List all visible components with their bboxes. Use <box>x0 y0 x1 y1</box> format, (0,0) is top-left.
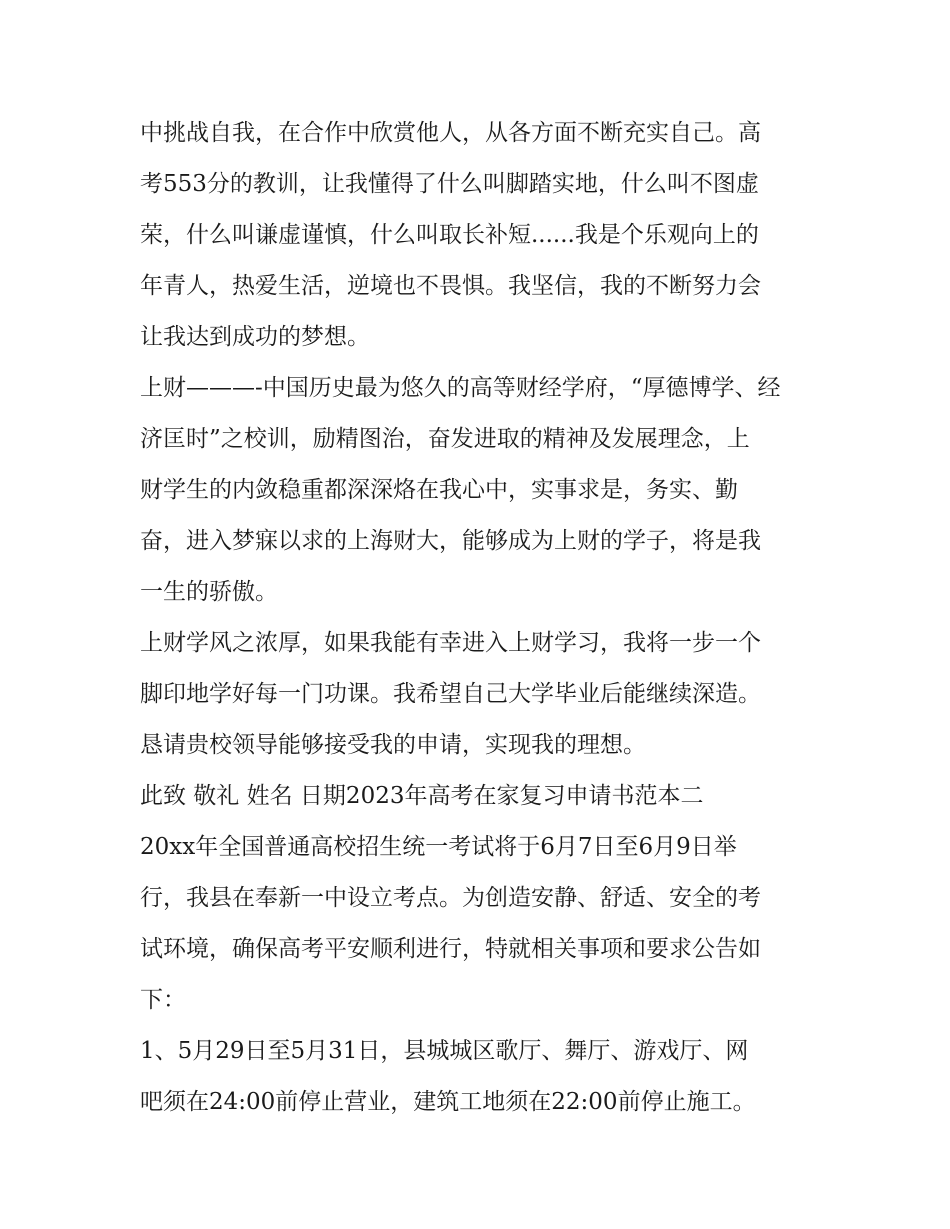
text-line: 此致 敬礼 姓名 日期2023年高考在家复习申请书范本二 <box>140 783 704 809</box>
body-text <box>140 108 820 1128</box>
text-line: 一生的骄傲。 <box>140 579 278 605</box>
text-line: 上财学风之浓厚，如果我能有幸进入上财学习，我将一步一个 <box>140 630 761 656</box>
text-line: 20xx年全国普通高校招生统一考试将于6月7日至6月9日举 <box>140 834 737 860</box>
text-line: 中挑战自我，在合作中欣赏他人，从各方面不断充实自己。高 <box>140 120 761 146</box>
text-line: 试环境，确保高考平安顺利进行，特就相关事项和要求公告如 <box>140 936 761 962</box>
text-line: 上财———-中国历史最为悠久的高等财经学府，“厚德博学、经 <box>140 375 781 401</box>
text-line: 考553分的教训，让我懂得了什么叫脚踏实地，什么叫不图虚 <box>140 171 759 197</box>
text-line: 荣，什么叫谦虚谨慎，什么叫取长补短......我是个乐观向上的 <box>140 222 759 248</box>
text-line: 下： <box>140 987 186 1013</box>
text-line: 1、5月29日至5月31日，县城城区歌厅、舞厅、游戏厅、网 <box>140 1038 749 1064</box>
text-line: 济匡时”之校训，励精图治，奋发进取的精神及发展理念，上 <box>140 426 750 452</box>
text-line: 吧须在24:00前停止营业，建筑工地须在22:00前停止施工。 <box>140 1089 756 1115</box>
text-line: 脚印地学好每一门功课。我希望自己大学毕业后能继续深造。 <box>140 681 761 707</box>
text-line: 财学生的内敛稳重都深深烙在我心中，实事求是，务实、勤 <box>140 477 738 503</box>
text-line: 奋，进入梦寐以求的上海财大，能够成为上财的学子，将是我 <box>140 528 761 554</box>
text-line: 行，我县在奉新一中设立考点。为创造安静、舒适、安全的考 <box>140 885 761 911</box>
text-line: 恳请贵校领导能够接受我的申请，实现我的理想。 <box>140 732 646 758</box>
text-line: 年青人，热爱生活，逆境也不畏惧。我坚信，我的不断努力会 <box>140 273 761 299</box>
text-line: 让我达到成功的梦想。 <box>140 324 370 350</box>
